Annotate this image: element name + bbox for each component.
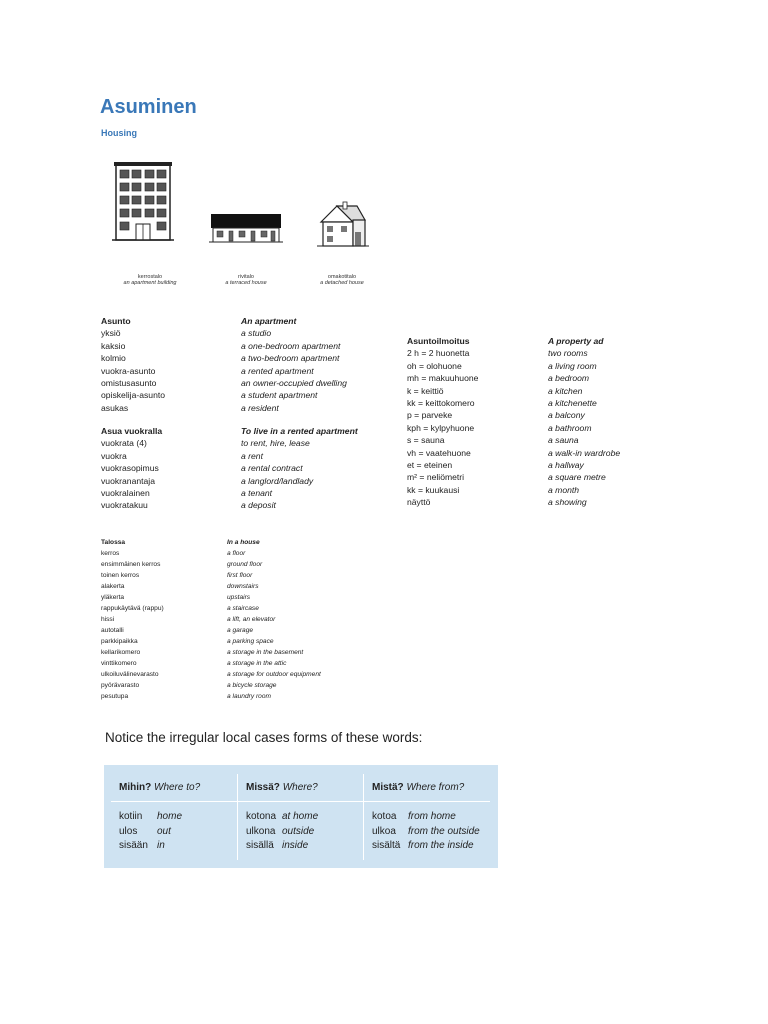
vocab-item-fi: yläkerta — [101, 594, 125, 601]
local-cases-table — [104, 765, 498, 868]
housing-illustrations — [100, 160, 400, 300]
ilmoitus-fi-column — [407, 335, 478, 509]
case-question: Mistä? — [372, 782, 404, 793]
vocab-item-fi: vuokra-asunto — [101, 365, 156, 376]
case-word: kotona — [246, 811, 277, 822]
vocab-item-fi: näyttö — [407, 497, 431, 508]
vocab-item-en: a kitchenette — [548, 398, 597, 409]
case-row — [372, 839, 490, 854]
house-caption-en: a detached house — [320, 280, 364, 286]
vocab-item-en: a storage for outdoor equipment — [227, 671, 321, 678]
case-translation: home — [157, 811, 183, 822]
vocab-item-en: an owner-occupied dwelling — [241, 378, 347, 389]
case-question: Mihin? — [119, 782, 152, 793]
section-heading: Asuntoilmoitus — [407, 336, 470, 346]
case-row — [246, 839, 364, 854]
vocab-item-fi: omistusasunto — [101, 378, 157, 389]
case-translation: in — [157, 840, 165, 851]
vocab-item-en: a month — [548, 484, 580, 495]
vocab-item-fi: kaksio — [101, 340, 126, 351]
page-subtitle: Housing — [101, 128, 137, 138]
vocab-item-en: a parking space — [227, 638, 274, 645]
case-word: sisältä — [372, 840, 401, 851]
vocab-item-fi: kk = keittokomero — [407, 398, 475, 409]
vocab-item-en: a rental contract — [241, 463, 303, 474]
section-heading: To live in a rented apartment — [241, 426, 358, 436]
vocab-item-en: first floor — [227, 572, 253, 579]
detached-house-caption — [296, 272, 388, 286]
section-heading: A property ad — [548, 336, 604, 346]
vocab-item-fi: vuokrasopimus — [101, 463, 159, 474]
house-caption-fi: rivitalo — [238, 274, 254, 280]
vocab-item-en: a lift, an elevator — [227, 616, 276, 623]
vocab-item-en: a living room — [548, 360, 597, 371]
vocab-item-fi: kolmio — [101, 353, 126, 364]
vocab-item-en: a storage in the attic — [227, 660, 287, 667]
vocab-item-fi: parkkipaikka — [101, 638, 138, 645]
vuokralla-fi-column — [101, 425, 162, 512]
vocab-item-fi: kerros — [101, 550, 120, 557]
asunto-en-column — [241, 315, 347, 414]
vocab-item-fi: p = parveke — [407, 410, 453, 421]
vocab-item-fi: asukas — [101, 402, 129, 413]
vocab-item-en: a garage — [227, 627, 254, 634]
case-column-mihin — [111, 774, 237, 860]
vocab-item-en: a bedroom — [548, 373, 590, 384]
section-heading: Asua vuokralla — [101, 426, 163, 436]
case-question: Missä? — [246, 782, 280, 793]
vocab-item-en: a tenant — [241, 488, 273, 499]
vocab-item-en: a bathroom — [548, 422, 592, 433]
vocab-item-en: upstairs — [227, 594, 251, 601]
vocab-item-fi: mh = makuuhuone — [407, 373, 479, 384]
vocab-item-fi: opiskelija-asunto — [101, 390, 166, 401]
notice-text: Notice the irregular local cases forms of these words: — [105, 730, 423, 745]
vocab-item-en: a walk-in wardrobe — [548, 447, 621, 458]
case-question-en: Where from? — [406, 782, 465, 793]
case-translation: outside — [282, 825, 315, 837]
asunto-fi-column — [101, 315, 165, 414]
vocab-item-fi: vh = vaatehuone — [407, 447, 471, 458]
case-question-en: Where? — [282, 782, 318, 793]
case-translation: out — [157, 825, 171, 837]
case-header — [111, 774, 237, 802]
case-column-mista — [363, 774, 490, 860]
vocab-item-en: a floor — [227, 550, 246, 557]
case-word: kotiin — [119, 811, 143, 822]
vocab-item-en: a hallway — [548, 460, 584, 471]
vocab-item-fi: autotalli — [101, 627, 124, 634]
vocab-item-fi: kph = kylpyhuone — [407, 422, 475, 433]
case-row — [119, 810, 237, 825]
talossa-fi-column — [101, 537, 164, 702]
case-translation: inside — [282, 840, 309, 851]
vocab-item-en: a studio — [241, 328, 272, 339]
vocab-item-en: a square metre — [548, 472, 606, 483]
case-word: ulos — [119, 825, 138, 837]
vocab-item-en: a staircase — [227, 605, 259, 612]
section-heading: In a house — [227, 539, 260, 546]
vocab-item-en: two rooms — [548, 348, 588, 359]
case-row — [372, 825, 490, 840]
case-row — [119, 839, 237, 854]
detached-house-figure — [312, 200, 370, 250]
vocab-item-fi: vuokranantaja — [101, 475, 155, 486]
vocab-item-en: a rent — [241, 450, 263, 461]
vocab-item-fi: alakerta — [101, 583, 125, 590]
house-caption-en: an apartment building — [123, 280, 177, 286]
section-heading: Talossa — [101, 539, 126, 546]
case-translation: from home — [408, 811, 456, 822]
vocab-item-fi: rappukäytävä (rappu) — [101, 605, 164, 612]
vocab-item-fi: vuokrata (4) — [101, 438, 147, 449]
vocab-item-fi: pesutupa — [101, 693, 129, 700]
vocab-item-fi: vuokratakuu — [101, 500, 148, 511]
vocab-item-fi: kk = kuukausi — [407, 484, 460, 495]
house-caption-fi: kerrostalo — [137, 274, 163, 280]
vocab-item-en: a deposit — [241, 500, 276, 511]
vocab-item-fi: pyörävarasto — [101, 682, 140, 689]
terraced-house-icon — [209, 212, 283, 244]
vuokralla-en-column — [241, 425, 358, 512]
vocab-item-en: to rent, hire, lease — [241, 438, 310, 449]
vocab-item-fi: ensimmäinen kerros — [101, 561, 161, 568]
vocab-item-fi: ulkoiluvälinevarasto — [101, 671, 159, 678]
case-header — [364, 774, 490, 802]
vocab-item-en: a bicycle storage — [227, 682, 277, 689]
section-heading: Asunto — [101, 316, 131, 326]
case-translation: at home — [282, 811, 319, 822]
vocab-item-en: a sauna — [548, 435, 579, 446]
vocab-item-en: a rented apartment — [241, 365, 314, 376]
vocab-item-fi: yksiö — [101, 328, 121, 339]
ilmoitus-en-column — [548, 335, 620, 509]
detached-house-icon — [313, 200, 369, 250]
house-caption-fi: omakotitalo — [327, 274, 357, 280]
vocab-item-fi: vuokra — [101, 450, 127, 461]
case-row — [246, 825, 364, 840]
vocab-item-en: a kitchen — [548, 385, 583, 396]
vocab-item-fi: oh = olohuone — [407, 360, 462, 371]
vocab-item-en: a one-bedroom apartment — [241, 340, 341, 351]
vocab-item-en: a student apartment — [241, 390, 318, 401]
section-heading: An apartment — [241, 316, 297, 326]
vocab-item-en: a showing — [548, 497, 587, 508]
case-word: ulkoa — [372, 825, 396, 837]
terraced-house-caption — [200, 272, 292, 286]
vocab-item-en: a balcony — [548, 410, 585, 421]
vocab-item-en: a resident — [241, 402, 279, 413]
case-row — [372, 810, 490, 825]
vocab-item-fi: s = sauna — [407, 435, 445, 446]
case-translation: from the inside — [408, 840, 474, 851]
vocab-item-en: a langlord/landlady — [241, 475, 314, 486]
case-word: kotoa — [372, 811, 397, 822]
case-row — [119, 825, 237, 840]
apartment-building-figure — [108, 160, 178, 242]
vocab-item-fi: k = keittiö — [407, 385, 444, 396]
vocab-item-en: downstairs — [227, 583, 259, 590]
vocab-item-fi: toinen kerros — [101, 572, 140, 579]
vocab-item-fi: et = eteinen — [407, 460, 453, 471]
case-word: sisällä — [246, 840, 274, 851]
page-title: Asuminen — [100, 96, 197, 118]
vocab-item-fi: 2 h = 2 huonetta — [407, 348, 470, 359]
vocab-item-en: a two-bedroom apartment — [241, 353, 340, 364]
case-header — [238, 774, 364, 802]
vocab-item-en: a storage in the basement — [227, 649, 304, 656]
vocab-item-fi: vuokralainen — [101, 488, 150, 499]
house-caption-en: a terraced house — [225, 280, 267, 286]
case-column-missa — [237, 774, 364, 860]
vocab-item-en: a laundry room — [227, 693, 271, 700]
case-row — [246, 810, 364, 825]
vocab-item-fi: hissi — [101, 616, 115, 623]
talossa-en-column — [227, 537, 321, 702]
vocab-item-fi: vinttikomero — [101, 660, 137, 667]
vocab-item-en: ground floor — [227, 561, 263, 568]
case-question-en: Where to? — [154, 782, 201, 793]
vocab-item-fi: m² = neliömetri — [407, 472, 465, 483]
case-word: sisään — [119, 840, 148, 851]
case-word: ulkona — [246, 825, 276, 837]
case-translation: from the outside — [408, 825, 480, 837]
apartment-building-caption — [100, 272, 200, 286]
vocab-item-fi: kellarikomero — [101, 649, 141, 656]
apartment-building-icon — [112, 160, 174, 242]
terraced-house-figure — [208, 212, 284, 244]
